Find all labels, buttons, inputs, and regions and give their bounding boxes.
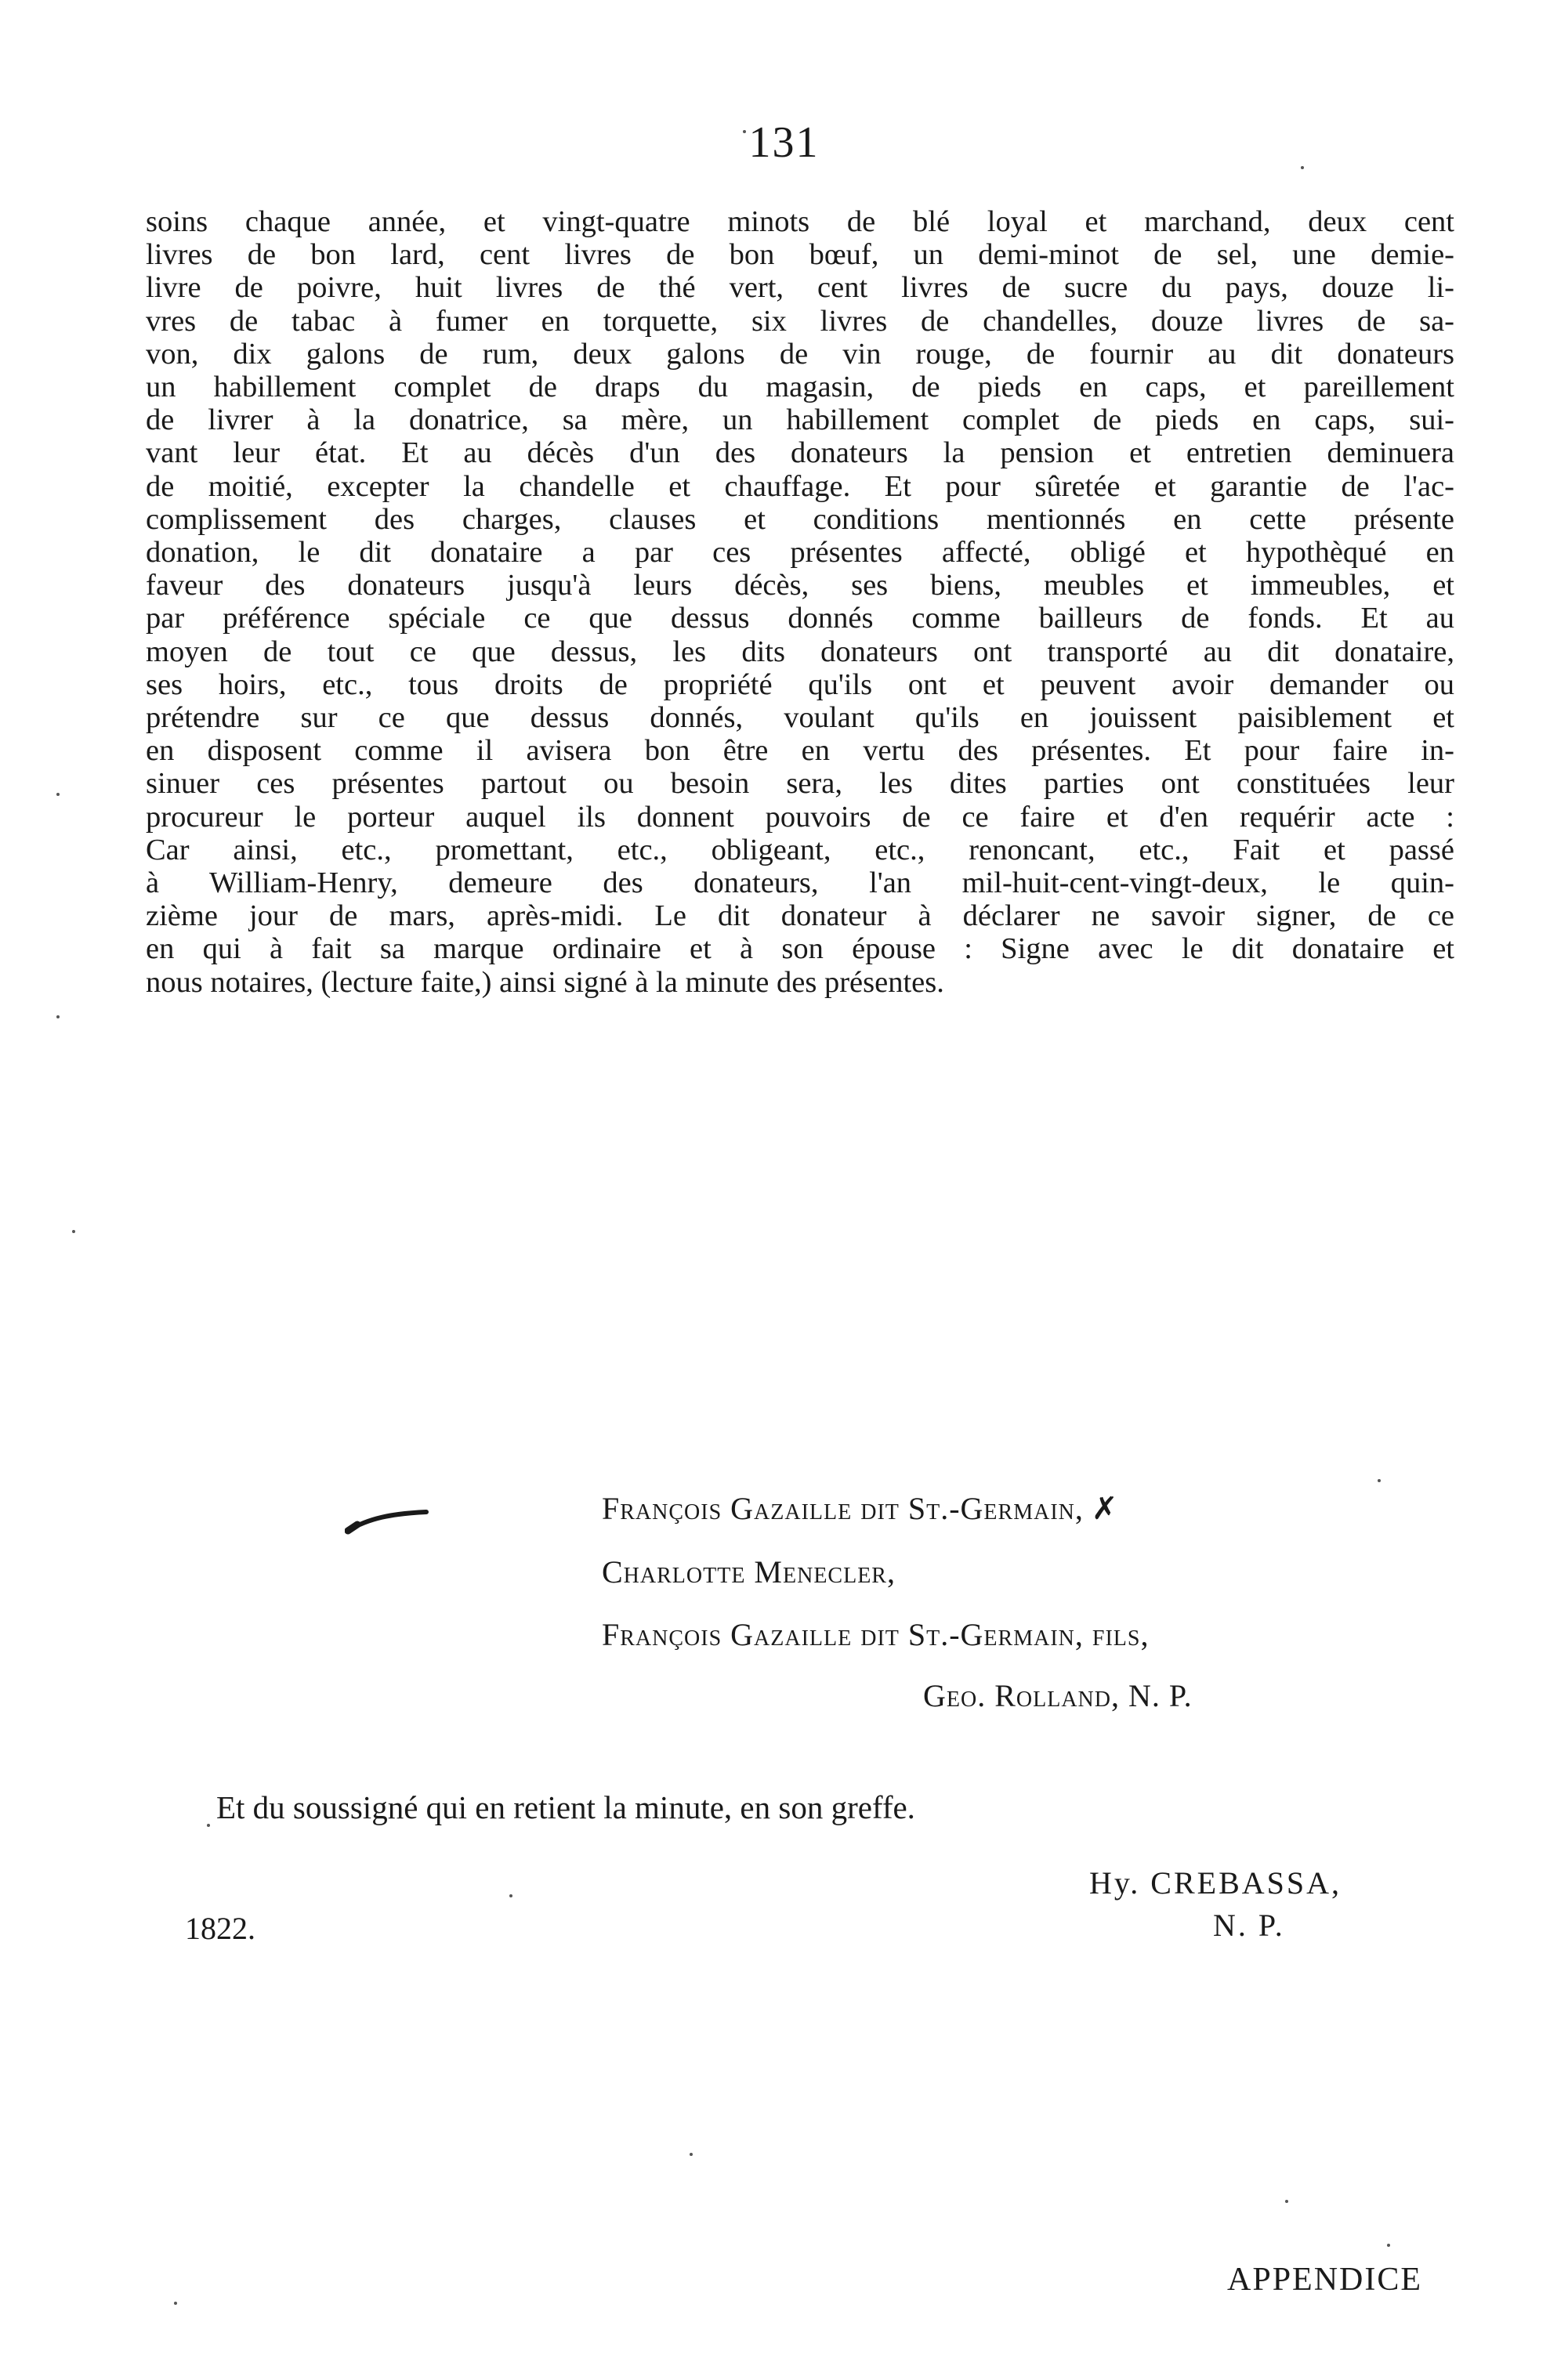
scan-speck: [1378, 1479, 1381, 1482]
text-line: Car ainsi, etc., promettant, etc., obligeant, etc., renoncant, etc., Fait et passé: [146, 833, 1454, 866]
text-line: procureur le porteur auquel ils donnent pouvoirs de ce faire et d'en requérir acte :: [146, 800, 1454, 834]
scan-speck: [509, 1894, 512, 1897]
text-line: nous notaires, (lecture faite,) ainsi signé à la minute des présentes.: [146, 965, 944, 999]
body-text: [146, 205, 1454, 999]
text-line: von, dix galons de rum, deux galons de vin rouge, de fournir au dit donateurs: [146, 337, 1454, 371]
text-line: donation, le dit donataire a par ces présentes affecté, obligé et hypothèqué en: [146, 536, 1454, 570]
signature-francois-gazaille-fils: [602, 1616, 1149, 1653]
scan-speck: [56, 1015, 60, 1018]
text-line: de livrer à la donatrice, sa mère, un habillement complet de pieds en caps, sui-: [146, 403, 1454, 437]
text-line: ses hoirs, etc., tous droits de propriété qu'ils ont et peuvent avoir demander ou: [146, 667, 1454, 701]
signature-geo-rolland: [923, 1677, 1193, 1714]
text-line: zième jour de mars, après-midi. Le dit donateur à déclarer ne savoir signer, de ce: [146, 899, 1454, 933]
scan-speck: [690, 2153, 693, 2156]
text-line: vant leur état. Et au décès d'un des donateurs la pension et entretien deminuera: [146, 436, 1454, 470]
notary-name: Hy. CREBASSA,: [1089, 1865, 1342, 1901]
scan-speck: [56, 793, 60, 796]
text-line: par préférence spéciale ce que dessus donnés comme bailleurs de fonds. Et au: [146, 602, 1454, 635]
signatory-name: Charlotte Menecler,: [602, 1554, 896, 1590]
scan-speck: [174, 2302, 177, 2305]
text-line: prétendre sur ce que dessus donnés, voulant qu'ils en jouissent paisiblement et: [146, 701, 1454, 735]
text-line: en qui à fait sa marque ordinaire et à son épouse : Signe avec le dit donataire et: [146, 932, 1454, 966]
text-line: moyen de tout ce que dessus, les dits donateurs ont transporté au dit donataire,: [146, 635, 1454, 668]
signatory-mark: ✗: [1091, 1491, 1118, 1526]
pen-stroke-mark: [345, 1504, 431, 1535]
text-line: livre de poivre, huit livres de thé vert, cent livres de sucre du pays, douze li-: [146, 271, 1454, 305]
year-label: 1822.: [185, 1911, 255, 1946]
scan-speck: [1301, 166, 1304, 169]
text-line: soins chaque année, et vingt-quatre minots de blé loyal et marchand, deux cent: [146, 205, 1454, 238]
signature-charlotte: [602, 1554, 896, 1590]
scan-speck: [743, 130, 746, 133]
text-line: vres de tabac à fumer en torquette, six livres de chandelles, douze livres de sa-: [146, 304, 1454, 338]
signatory-name: François Gazaille dit St.-Germain, fils,: [602, 1617, 1150, 1652]
text-line: livres de bon lard, cent livres de bon bœuf, un demi-minot de sel, une demie-: [146, 238, 1454, 272]
scan-speck: [207, 1824, 210, 1827]
text-line: un habillement complet de draps du magasin, de pieds en caps, et pareillement: [146, 371, 1454, 404]
text-line: à William-Henry, demeure des donateurs, l'an mil-huit-cent-vingt-deux, le quin-: [146, 866, 1454, 900]
scan-speck: [1387, 2244, 1390, 2247]
signatory-name: François Gazaille dit St.-Germain,: [602, 1491, 1084, 1526]
text-line: complissement des charges, clauses et conditions mentionnés en cette présente: [146, 502, 1454, 536]
catchword: APPENDICE: [1227, 2262, 1423, 2298]
notary-title: N. P.: [1213, 1908, 1285, 1943]
text-line: en disposent comme il avisera bon être en vertu des présentes. Et pour faire in-: [146, 734, 1454, 768]
signature-francois-gazaille: [602, 1490, 1117, 1527]
text-line: sinuer ces présentes partout ou besoin sera, les dites parties ont constituées leur: [146, 767, 1454, 801]
scan-speck: [72, 1230, 75, 1233]
text-line: faveur des donateurs jusqu'à leurs décès, ses biens, meubles et immeubles, et: [146, 569, 1454, 602]
notary-signature: Geo. Rolland, N. P.: [923, 1678, 1193, 1713]
text-line: de moitié, excepter la chandelle et chauffage. Et pour sûretée et garantie de l'ac-: [146, 469, 1454, 503]
attestation-line: Et du soussigné qui en retient la minute, en son greffe.: [216, 1789, 915, 1825]
page-number: 131: [748, 118, 820, 167]
scan-speck: [1285, 2200, 1288, 2203]
